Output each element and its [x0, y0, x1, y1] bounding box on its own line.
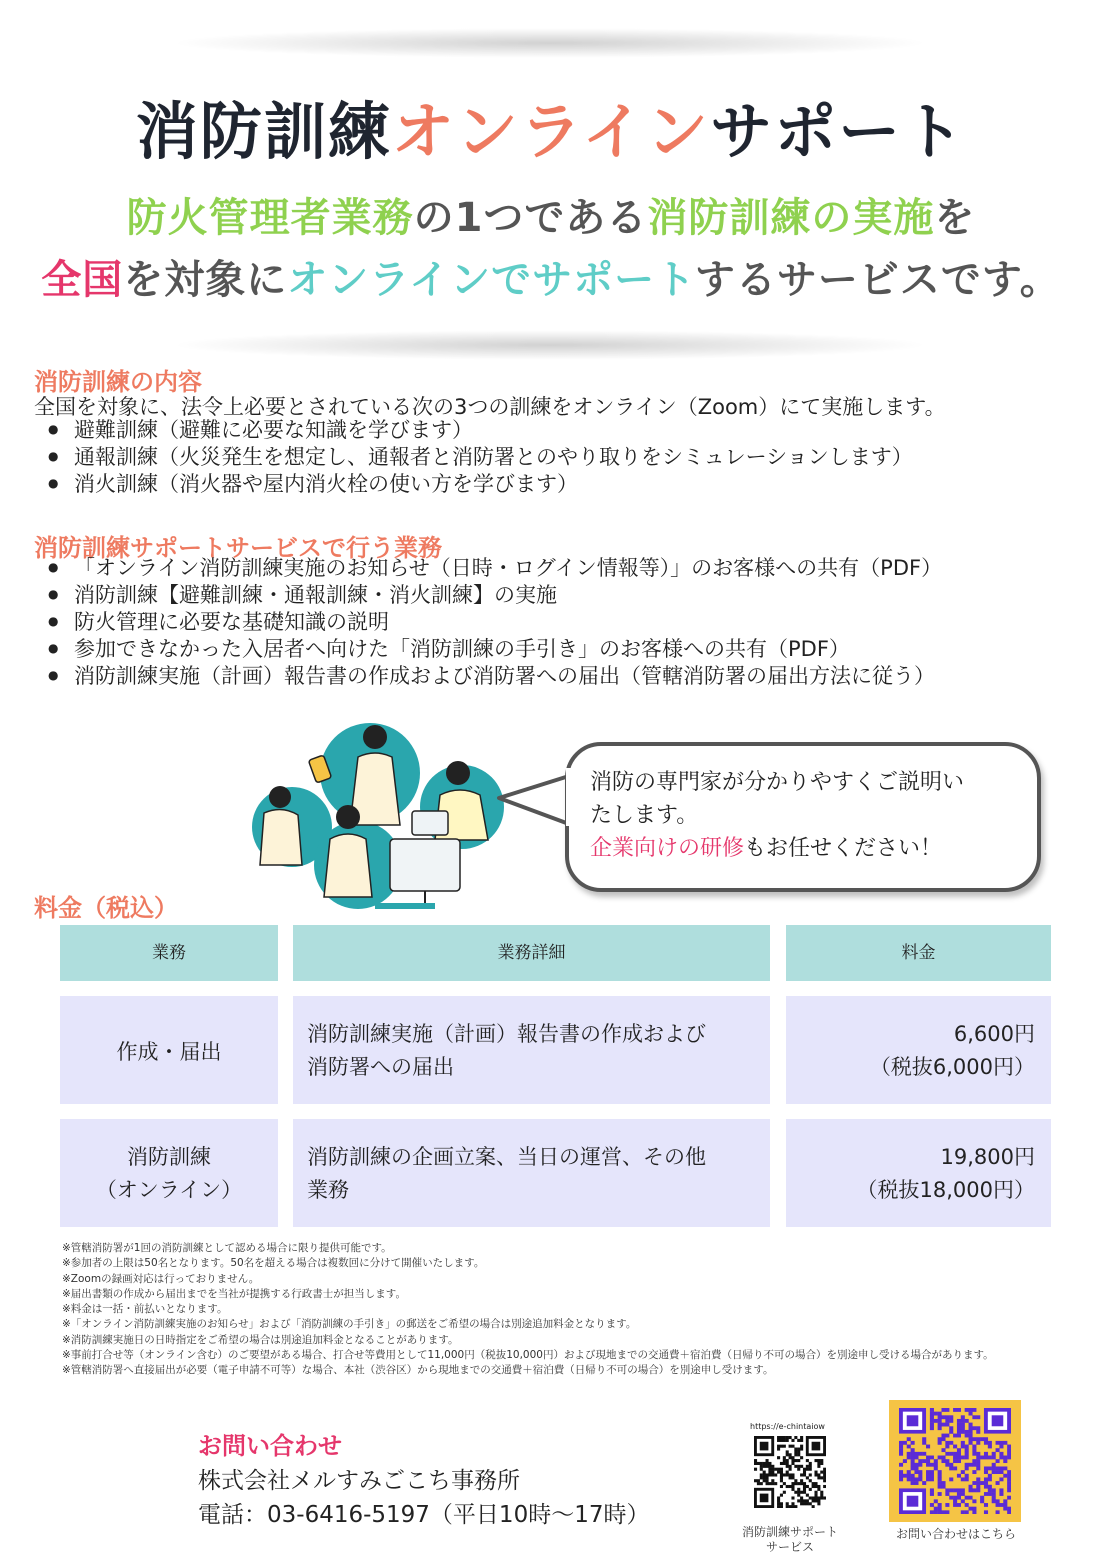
subtitle-segment: を	[934, 195, 976, 241]
subtitle-segment: するサービスです。	[694, 257, 1061, 303]
people-illustration	[240, 715, 530, 915]
note-line: ※事前打合せ等（オンライン含む）のご要望がある場合、打合せ等費用として11,000円（税抜10,000円）および現地までの交通費＋宿泊費（日帰り不可の場合）を別途申し受ける場合があります。	[62, 1349, 994, 1362]
header-shadow-top	[170, 28, 930, 58]
task-name: 消防訓練	[127, 1145, 211, 1169]
note-line: ※Zoomの録画対応は行っておりません。	[62, 1272, 260, 1285]
qr-url-text: https://e-chintaiow	[750, 1422, 825, 1431]
subtitle-line-1	[0, 186, 1102, 243]
bubble-line: 消防の専門家が分かりやすくご説明い	[590, 770, 965, 795]
list-item: ● 参加できなかった入居者へ向けた「消防訓練の手引き」のお客様への共有（PDF）	[48, 636, 942, 663]
note-line: ※料金は一括・前払いとなります。	[62, 1303, 228, 1316]
subtitle-segment: 消防訓練の実施	[647, 195, 935, 241]
company-name: 株式会社メルすみごこち事務所	[198, 1468, 520, 1494]
task-name-sub: （オンライン）	[95, 1178, 243, 1202]
bubble-line	[590, 832, 1010, 865]
table-cell-price	[786, 1119, 1051, 1227]
detail-line: 消防署への届出	[307, 1055, 454, 1079]
table-cell-price	[786, 996, 1051, 1104]
table-header-price: 料金	[786, 925, 1051, 981]
qr-label-line: 消防訓練サポート	[741, 1525, 838, 1539]
task-name: 作成・届出	[116, 1040, 222, 1064]
page-title	[0, 82, 1102, 171]
service-qr-label	[728, 1525, 852, 1555]
notes	[62, 1241, 994, 1379]
pricing-title: 料金（税込）	[34, 894, 178, 922]
list-item: ● 消防訓練実施（計画）報告書の作成および消防署への届出（管轄消防署の届出方法に従う）	[48, 663, 942, 690]
table-cell-task	[60, 1119, 278, 1227]
bubble-line-rest: もお任せください！	[744, 836, 943, 861]
table-cell-detail	[293, 1119, 770, 1227]
qr-label-line: サービス	[765, 1540, 814, 1554]
service-qr-code[interactable]	[754, 1436, 826, 1508]
note-line: ※消防訓練実施日の日時指定をご希望の場合は別途追加料金となることがあります。	[62, 1333, 459, 1346]
bubble-line: たします。	[590, 803, 699, 828]
bubble-text	[590, 766, 1010, 865]
price-value: 19,800円	[940, 1145, 1035, 1169]
subtitle-segment: 全国	[41, 257, 124, 303]
bubble-tail	[495, 768, 575, 838]
phone-number: 電話：03-6416-5197（平日10時〜17時）	[198, 1502, 650, 1528]
table-cell-task	[60, 996, 278, 1104]
subtitle-segment: の1つである	[413, 195, 648, 241]
list-item: ● 消防訓練【避難訓練・通報訓練・消火訓練】の実施	[48, 582, 942, 609]
table-cell-detail	[293, 996, 770, 1104]
tasks-list	[48, 555, 942, 690]
list-item: ● 「オンライン消防訓練実施のお知らせ（日時・ログイン情報等）」のお客様への共有（PDF）	[48, 555, 942, 582]
detail-line: 業務	[307, 1178, 349, 1202]
note-line: ※届出書類の作成から届出までを当社が提携する行政書士が担当します。	[62, 1287, 406, 1300]
list-item: ● 通報訓練（火災発生を想定し、通報者と消防署とのやり取りをシミュレーションします）	[48, 444, 913, 471]
subtitle-segment: 防火管理者業務	[126, 195, 414, 241]
list-item: ● 防火管理に必要な基礎知識の説明	[48, 609, 942, 636]
note-line: ※参加者の上限は50名となります。50名を超える場合は複数回に分けて開催いたします。	[62, 1257, 485, 1270]
list-item: ● 消火訓練（消火器や屋内消火栓の使い方を学びます）	[48, 471, 913, 498]
note-line: ※管轄消防署が1回の消防訓練として認める場合に限り提供可能です。	[62, 1242, 392, 1254]
content-list	[48, 417, 913, 498]
price-excl-tax: （税抜18,000円）	[856, 1178, 1035, 1202]
note-line: ※「オンライン消防訓練実施のお知らせ」および「消防訓練の手引き」の郵送をご希望の場合は別途追加料金となります。	[62, 1318, 637, 1331]
detail-line: 消防訓練実施（計画）報告書の作成および	[307, 1022, 706, 1046]
contact-heading: お問い合わせ	[198, 1432, 342, 1460]
service-qr-frame	[740, 1424, 840, 1524]
note-line: ※管轄消防署へ直接届出が必要（電子申請不可等）な場合、本社（渋谷区）から現地までの交通費＋宿泊費（日帰り不可の場合）を別途申し受けます。	[62, 1364, 774, 1377]
subtitle-line-2	[0, 248, 1102, 305]
bubble-tail-joint	[566, 768, 578, 826]
detail-line: 消防訓練の企画立案、当日の運営、その他	[307, 1145, 706, 1169]
contact-qr-frame	[889, 1400, 1021, 1522]
list-item: ● 避難訓練（避難に必要な知識を学びます）	[48, 417, 913, 444]
title-part-3: サポート	[710, 95, 967, 168]
table-header-detail: 業務詳細	[293, 925, 770, 981]
title-part-2: オンライン	[391, 95, 711, 168]
title-part-1: 消防訓練	[135, 95, 392, 168]
table-header-task: 業務	[60, 925, 278, 981]
contact-qr-label: お問い合わせはこちら	[895, 1527, 1016, 1541]
content-intro: 全国を対象に、法令上必要とされている次の3つの訓練をオンライン（Zoom）にて実施します。	[34, 395, 946, 419]
subtitle-segment: オンラインでサポート	[287, 257, 695, 303]
header-shadow-bottom	[170, 330, 930, 360]
price-value: 6,600円	[953, 1022, 1035, 1046]
contact-qr-code[interactable]	[899, 1408, 1011, 1514]
subtitle-segment: を対象に	[123, 257, 288, 303]
content-section-title: 消防訓練の内容	[34, 368, 202, 396]
tasks-section-title: 消防訓練サポートサービスで行う業務	[34, 534, 442, 562]
bubble-highlight: 企業向けの研修	[590, 836, 745, 861]
price-excl-tax: （税抜6,000円）	[869, 1055, 1035, 1079]
